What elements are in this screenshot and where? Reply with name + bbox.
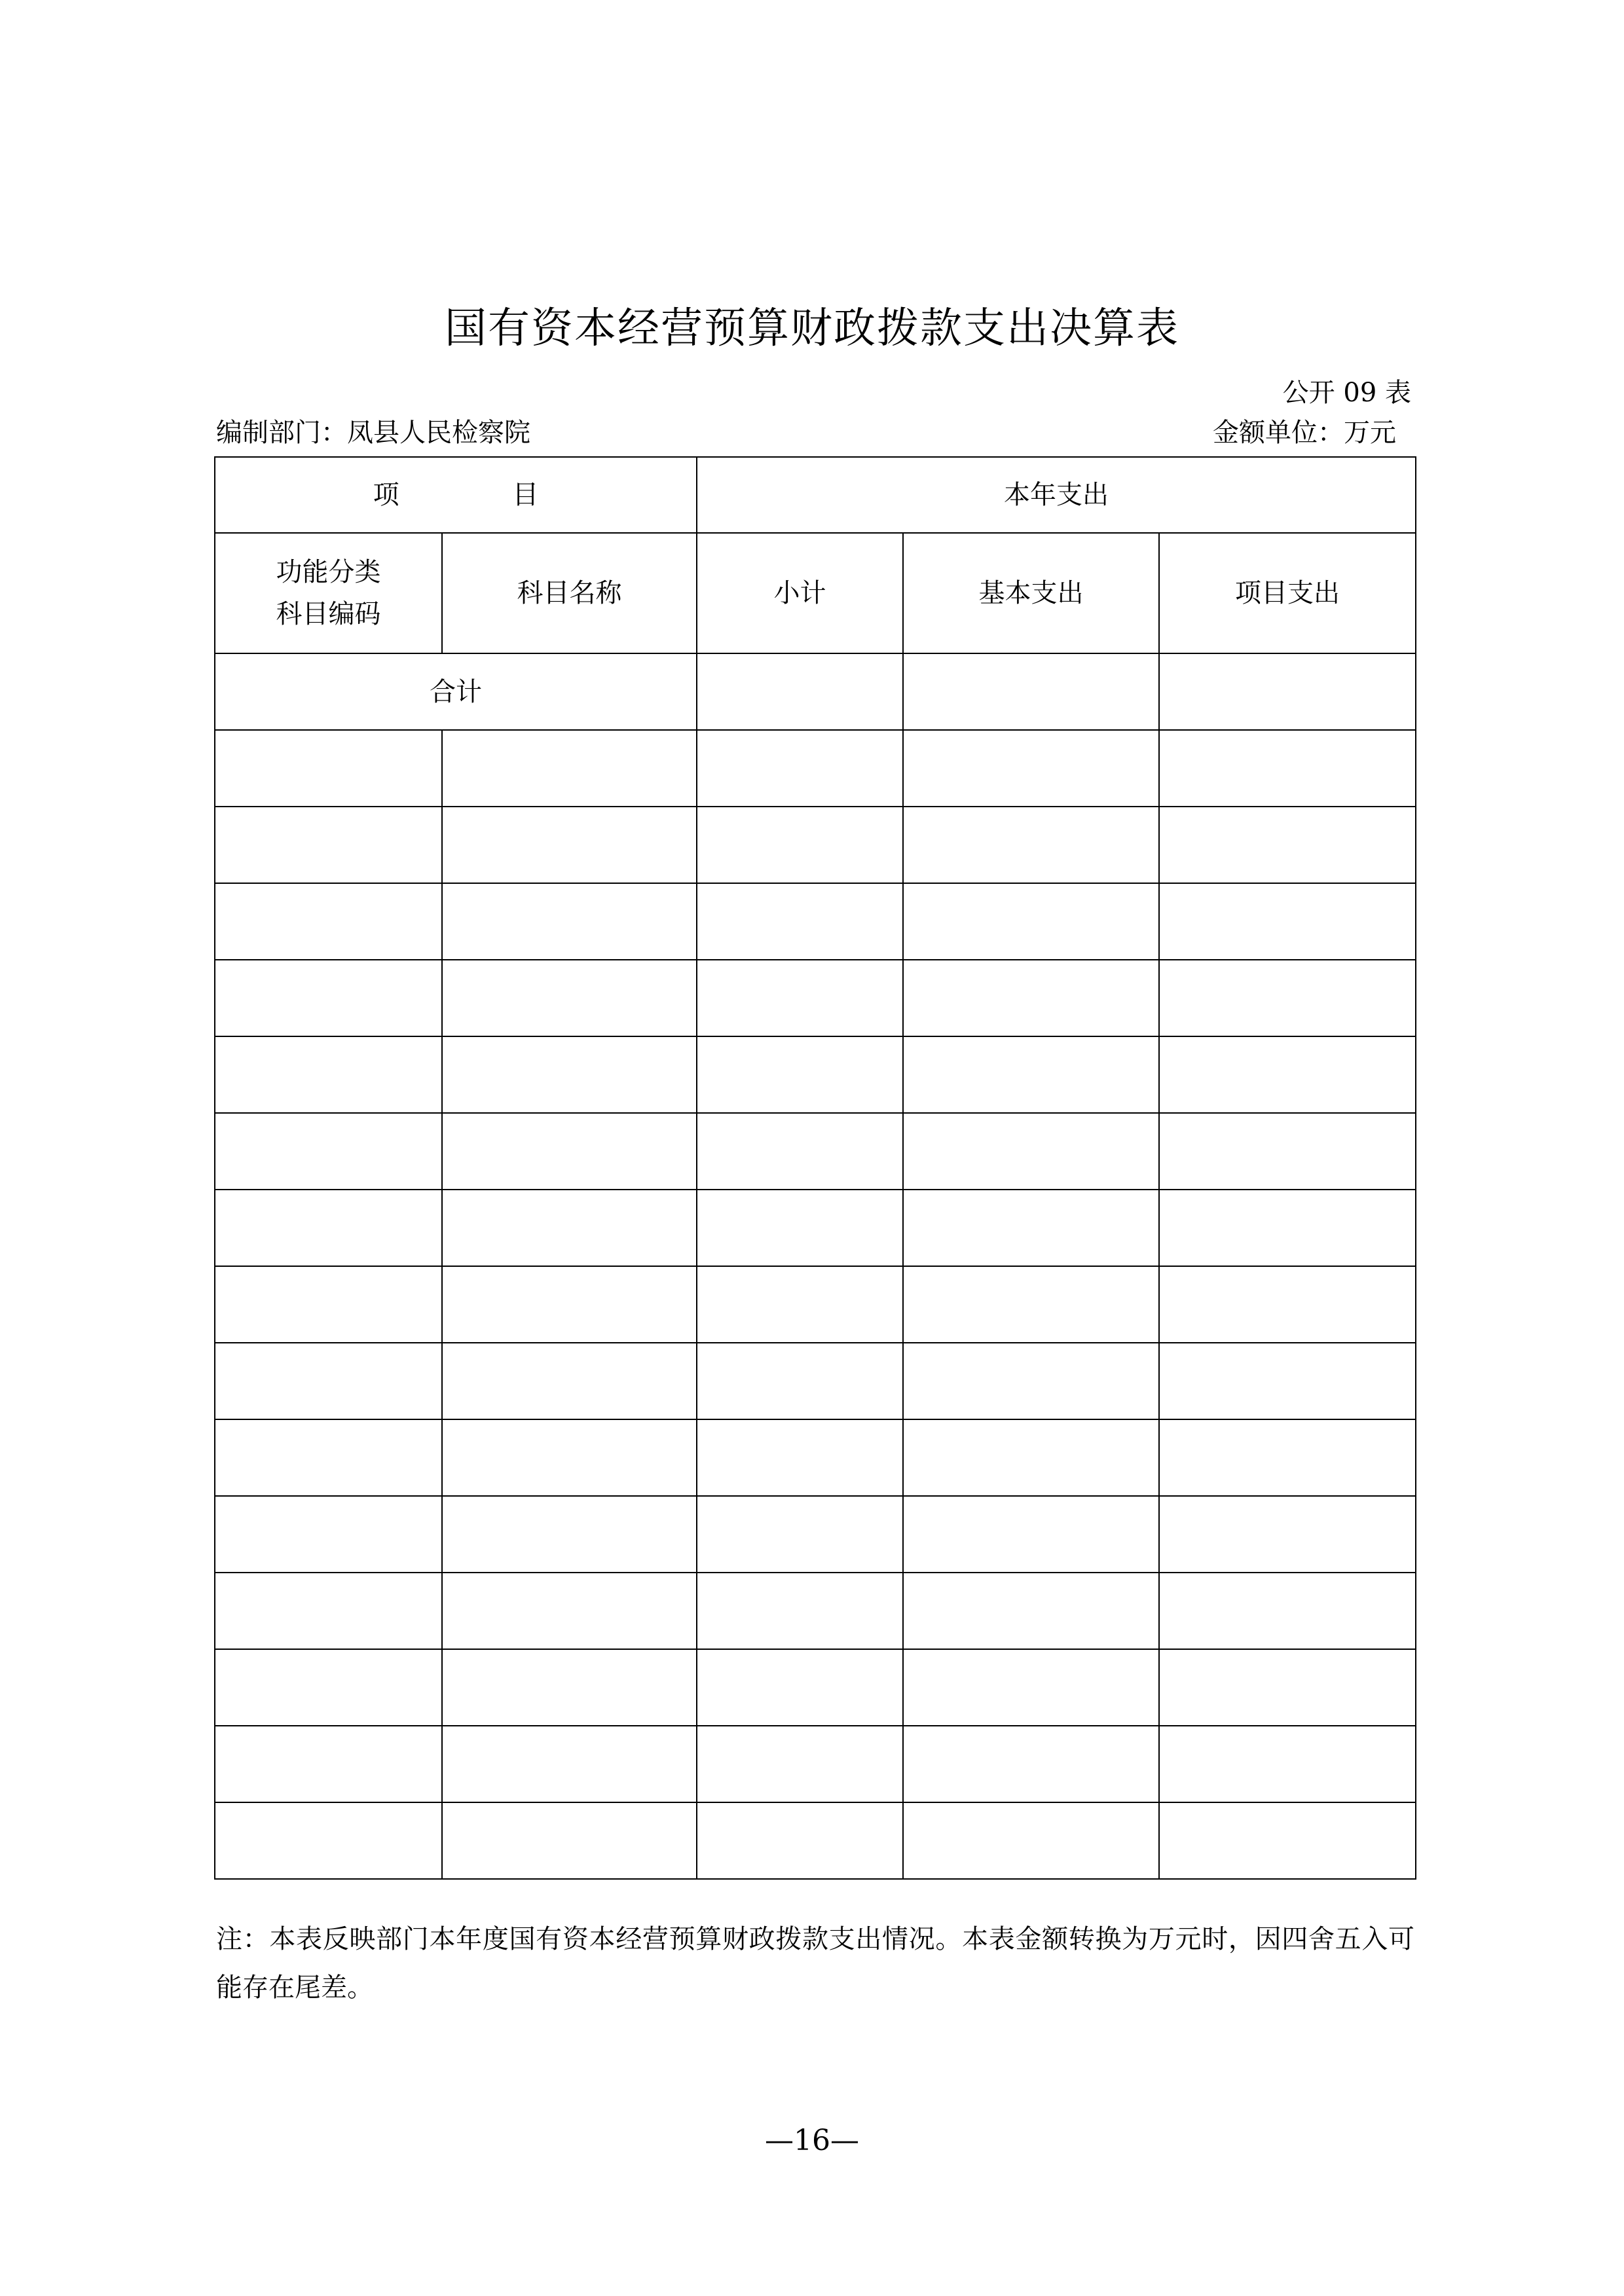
header-name: 科目名称 xyxy=(442,533,697,653)
cell-name xyxy=(442,1496,697,1573)
cell-subtotal xyxy=(697,1266,903,1343)
cell-subtotal xyxy=(697,807,903,883)
department-label: 编制部门：凤县人民检察院 xyxy=(216,418,530,448)
header-current-year: 本年支出 xyxy=(697,457,1416,533)
cell-project xyxy=(1159,1802,1416,1879)
cell-code xyxy=(215,1573,442,1649)
cell-code xyxy=(215,1802,442,1879)
header-row-1 xyxy=(215,457,1416,533)
cell-basic xyxy=(903,1573,1159,1649)
cell-subtotal xyxy=(697,1419,903,1496)
table-row xyxy=(215,1190,1416,1266)
cell-subtotal xyxy=(697,1573,903,1649)
cell-code xyxy=(215,1726,442,1802)
header-basic: 基本支出 xyxy=(903,533,1159,653)
cell-code xyxy=(215,1343,442,1419)
total-subtotal xyxy=(697,653,903,730)
cell-project xyxy=(1159,1343,1416,1419)
cell-code xyxy=(215,1266,442,1343)
cell-basic xyxy=(903,883,1159,960)
cell-subtotal xyxy=(697,730,903,807)
cell-code xyxy=(215,1419,442,1496)
cell-subtotal xyxy=(697,1036,903,1113)
cell-name xyxy=(442,730,697,807)
cell-code xyxy=(215,960,442,1036)
header-subtotal: 小计 xyxy=(697,533,903,653)
cell-project xyxy=(1159,1496,1416,1573)
cell-basic xyxy=(903,1649,1159,1726)
budget-table xyxy=(214,456,1416,1880)
cell-code xyxy=(215,1036,442,1113)
cell-basic xyxy=(903,1726,1159,1802)
cell-subtotal xyxy=(697,1343,903,1419)
cell-basic xyxy=(903,1496,1159,1573)
cell-basic xyxy=(903,1190,1159,1266)
cell-name xyxy=(442,1573,697,1649)
cell-code xyxy=(215,807,442,883)
cell-project xyxy=(1159,1573,1416,1649)
cell-project xyxy=(1159,1726,1416,1802)
cell-basic xyxy=(903,1266,1159,1343)
cell-basic xyxy=(903,960,1159,1036)
cell-name xyxy=(442,1036,697,1113)
cell-name xyxy=(442,960,697,1036)
cell-subtotal xyxy=(697,960,903,1036)
cell-project xyxy=(1159,1649,1416,1726)
header-code: 功能分类 科目编码 xyxy=(215,533,442,653)
table-row xyxy=(215,1419,1416,1496)
cell-project xyxy=(1159,1419,1416,1496)
table-row xyxy=(215,1266,1416,1343)
table-row xyxy=(215,1036,1416,1113)
cell-code xyxy=(215,1190,442,1266)
table-row xyxy=(215,730,1416,807)
cell-basic xyxy=(903,1802,1159,1879)
cell-project xyxy=(1159,807,1416,883)
cell-project xyxy=(1159,1036,1416,1113)
cell-basic xyxy=(903,807,1159,883)
table-row xyxy=(215,1649,1416,1726)
cell-project xyxy=(1159,883,1416,960)
cell-project xyxy=(1159,1113,1416,1190)
cell-project xyxy=(1159,960,1416,1036)
header-item: 项 目 xyxy=(215,457,697,533)
table-row xyxy=(215,883,1416,960)
table-row xyxy=(215,1343,1416,1419)
cell-code xyxy=(215,730,442,807)
cell-subtotal xyxy=(697,1726,903,1802)
cell-basic xyxy=(903,1419,1159,1496)
cell-basic xyxy=(903,1113,1159,1190)
page-title: 国有资本经营预算财政拨款支出决算表 xyxy=(445,304,1179,353)
header-row-2 xyxy=(215,533,1416,653)
table-row xyxy=(215,1496,1416,1573)
cell-name xyxy=(442,1343,697,1419)
cell-name xyxy=(442,1726,697,1802)
table-row xyxy=(215,960,1416,1036)
cell-name xyxy=(442,807,697,883)
cell-project xyxy=(1159,1190,1416,1266)
cell-subtotal xyxy=(697,1649,903,1726)
cell-basic xyxy=(903,1343,1159,1419)
total-row xyxy=(215,653,1416,730)
cell-name xyxy=(442,1802,697,1879)
cell-name xyxy=(442,1113,697,1190)
cell-subtotal xyxy=(697,883,903,960)
cell-code xyxy=(215,883,442,960)
cell-subtotal xyxy=(697,1113,903,1190)
cell-name xyxy=(442,1649,697,1726)
table-row xyxy=(215,1726,1416,1802)
table-row xyxy=(215,1113,1416,1190)
cell-code xyxy=(215,1113,442,1190)
cell-code xyxy=(215,1496,442,1573)
cell-name xyxy=(442,1419,697,1496)
cell-project xyxy=(1159,1266,1416,1343)
page-number: —16— xyxy=(765,2124,859,2157)
cell-subtotal xyxy=(697,1190,903,1266)
cell-code xyxy=(215,1649,442,1726)
cell-subtotal xyxy=(697,1496,903,1573)
total-label: 合计 xyxy=(215,653,697,730)
footnote: 注：本表反映部门本年度国有资本经营预算财政拨款支出情况。本表金额转换为万元时，因四舍五入可能存在尾差。 xyxy=(216,1924,1414,2003)
header-project: 项目支出 xyxy=(1159,533,1416,653)
table-row xyxy=(215,1573,1416,1649)
total-basic xyxy=(903,653,1159,730)
total-project xyxy=(1159,653,1416,730)
cell-name xyxy=(442,1266,697,1343)
cell-name xyxy=(442,1190,697,1266)
cell-name xyxy=(442,883,697,960)
cell-subtotal xyxy=(697,1802,903,1879)
table-row xyxy=(215,807,1416,883)
cell-basic xyxy=(903,1036,1159,1113)
amount-unit-label: 金额单位：万元 xyxy=(1213,418,1396,448)
cell-basic xyxy=(903,730,1159,807)
table-row xyxy=(215,1802,1416,1879)
cell-project xyxy=(1159,730,1416,807)
table-number: 公开 09 表 xyxy=(1282,378,1411,408)
